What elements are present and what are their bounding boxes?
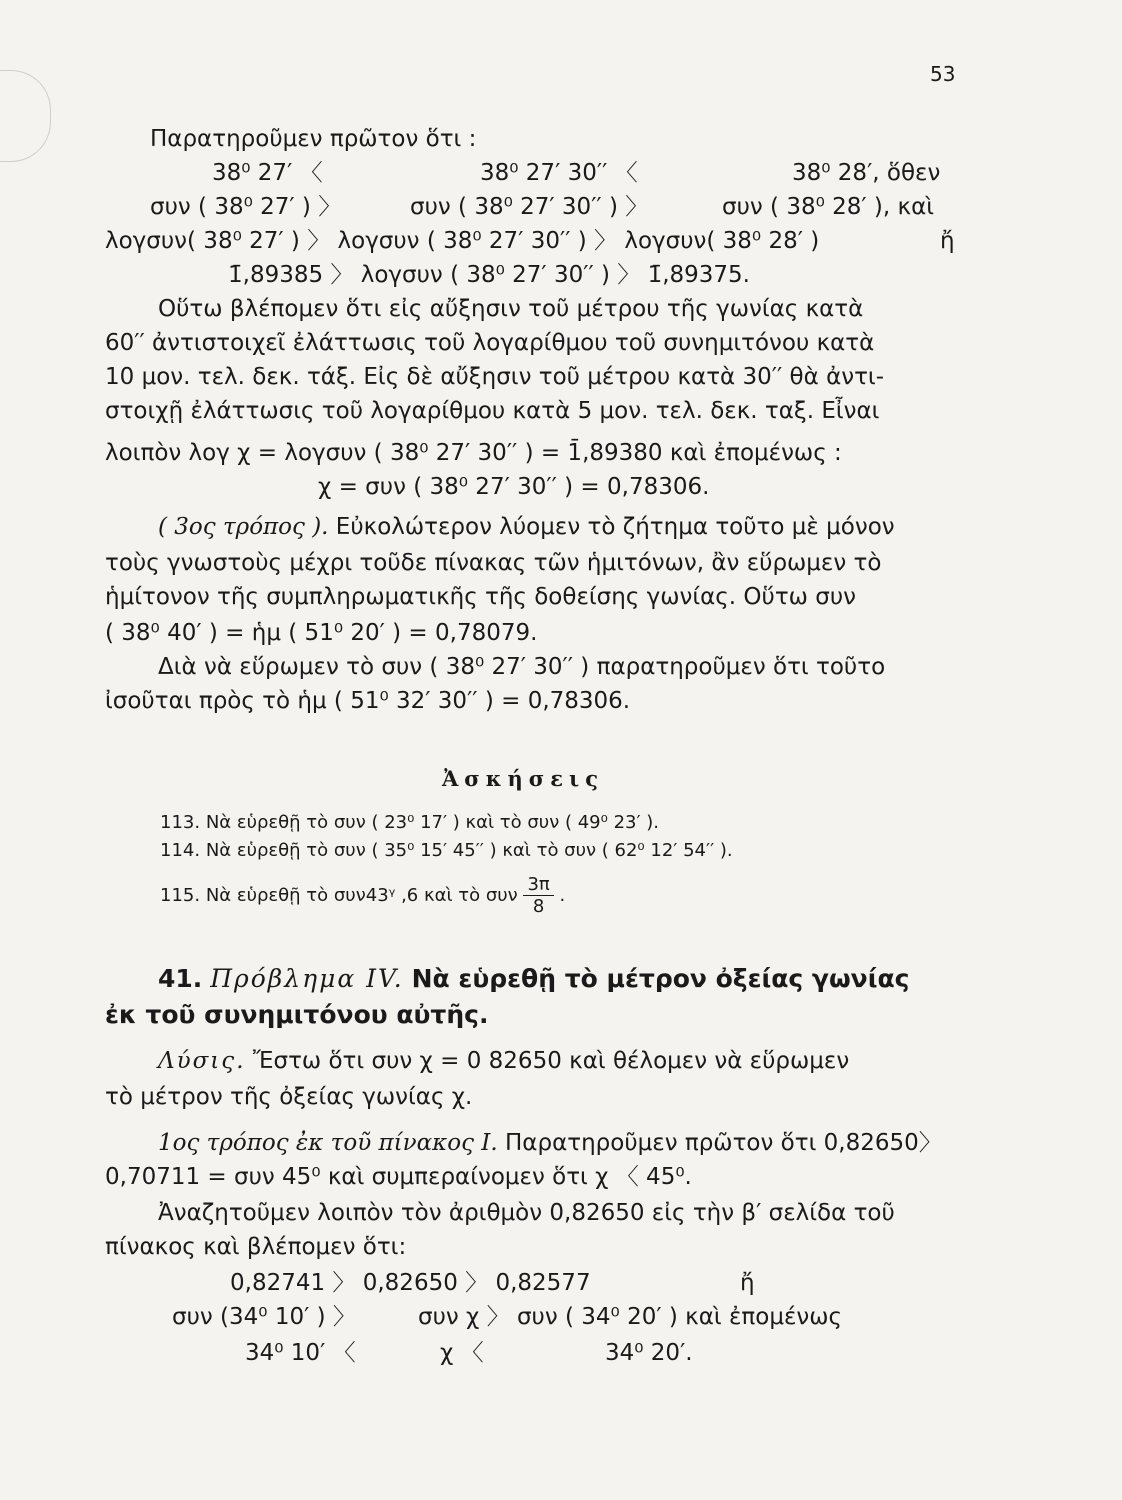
text-line (158, 1050, 849, 1073)
method-label: 1ος τρόπος ἐκ τοῦ πίνακος I. (158, 1130, 498, 1156)
exercises-heading: Ἀσκήσεις (442, 766, 604, 791)
section-title-bold-cont: ἐκ τοῦ συνημιτόνου αὐτῆς. (105, 1000, 489, 1029)
inequality-right: 38⁰ 28′, ὅθεν (792, 160, 941, 186)
inequality-middle: χ 〈 (440, 1340, 484, 1366)
text-line: Οὕτω βλέπομεν ὅτι εἰς αὔξησιν τοῦ μέτρου τῆς γωνίας κατὰ (158, 296, 864, 322)
inequality-middle: συν ( 38⁰ 27′ 30′′ ) 〉 (410, 194, 649, 220)
text-span: Παρατηροῦμεν πρῶτον ὅτι 0,82650〉 (497, 1130, 942, 1156)
inequality-middle: 38⁰ 27′ 30′′ 〈 (480, 160, 638, 186)
inequality-left: 38⁰ 27′ 〈 (212, 160, 323, 186)
exercise-item (160, 814, 659, 832)
text-line: ἤ (740, 1270, 755, 1296)
text-line: Ἀναζητοῦμεν λοιπὸν τὸν ἀριθμὸν 0,82650 εἰς τὴν β′ σελίδα τοῦ (158, 1200, 895, 1226)
exercise-text: Νὰ εὑρεθῇ τὸ συν ( 35⁰ 15′ 45′′ ) καὶ τὸ συν ( 62⁰ 12′ 54′′ ). (205, 840, 733, 861)
fraction-denominator: 8 (532, 896, 545, 917)
section-number: 41. (158, 964, 203, 993)
text-line: λογσυν( 38⁰ 27′ ) 〉 λογσυν ( 38⁰ 27′ 30′′ ) 〉 λογσυν( 38⁰ 28′ ) (105, 228, 820, 254)
text-line: τοὺς γνωστοὺς μέχρι τοῦδε πίνακας τῶν ἡμιτόνων, ἂν εὕρωμεν τὸ (105, 550, 882, 576)
inequality-left: συν (34⁰ 10′ ) 〉 (172, 1304, 356, 1330)
text-line: Διὰ νὰ εὕρωμεν τὸ συν ( 38⁰ 27′ 30′′ ) παρατηροῦμεν ὅτι τοῦτο (158, 654, 886, 680)
solution-label: Λύσις. (158, 1048, 246, 1074)
inequality-left: συν ( 38⁰ 27′ ) 〉 (150, 194, 342, 220)
text-line: ἡμίτονον τῆς συμπληρωματικῆς τῆς δοθείσης γωνίας. Οὕτω συν (105, 584, 856, 610)
page-number: 53 (930, 62, 956, 86)
section-title-italic: Πρόβλημα IV. (210, 964, 404, 993)
text-line: τὸ μέτρον τῆς ὀξείας γωνίας χ. (105, 1084, 473, 1110)
fraction-numerator: 3π (523, 876, 553, 896)
inequality-right: 34⁰ 20′. (605, 1340, 693, 1366)
text-line: ἤ (940, 228, 955, 254)
text-line: πίνακος καὶ βλέπομεν ὅτι: (105, 1234, 407, 1260)
text-span: Εὐκολώτερον λύομεν τὸ ζήτημα τοῦτο μὲ μόνον (328, 514, 895, 540)
exercise-end: . (559, 885, 566, 906)
exercise-text: Νὰ εὑρεθῇ τὸ συν ( 23⁰ 17′ ) καὶ τὸ συν ( 49⁰ 23′ ). (205, 812, 660, 833)
text-line: στοιχῇ ἐλάττωσις τοῦ λογαρίθμου κατὰ 5 μον. τελ. δεκ. ταξ. Εἶναι (105, 398, 880, 424)
text-line: χ = συν ( 38⁰ 27′ 30′′ ) = 0,78306. (318, 474, 710, 500)
margin-binding-mark (0, 70, 51, 162)
text-line: ἰσοῦται πρὸς τὸ ἡμ ( 51⁰ 32′ 30′′ ) = 0,78306. (105, 688, 631, 714)
text-line (158, 516, 895, 539)
inequality-left: 34⁰ 10′ 〈 (245, 1340, 356, 1366)
text-line (158, 1132, 942, 1155)
exercise-number: 115. (160, 885, 201, 906)
section-heading (158, 966, 909, 991)
text-line: ( 38⁰ 40′ ) = ἡμ ( 51⁰ 20′ ) = 0,78079. (105, 620, 538, 646)
text-line: 60′′ ἀντιστοιχεῖ ἐλάττωσις τοῦ λογαρίθμου τοῦ συνημιτόνου κατὰ (105, 330, 875, 356)
text-line: λοιπὸν λογ χ = λογσυν ( 38⁰ 27′ 30′′ ) = 1̄,89380 καὶ ἐπομένως : (105, 440, 842, 466)
text-line: Παρατηροῦμεν πρῶτον ὅτι : (150, 126, 477, 152)
text-line: 1̄,89385 〉 λογσυν ( 38⁰ 27′ 30′′ ) 〉 1̄,89375. (228, 262, 750, 288)
text-line: 0,70711 = συν 45⁰ καὶ συμπεραίνομεν ὅτι χ 〈 45⁰. (105, 1164, 692, 1190)
text-span: Ἔστω ὅτι συν χ = 0 82650 καὶ θέλομεν νὰ εὕρωμεν (245, 1048, 850, 1074)
text-line: 10 μον. τελ. δεκ. τάξ. Εἰς δὲ αὔξησιν τοῦ μέτρου κατὰ 30′′ θὰ ἀντι- (105, 364, 885, 390)
exercise-item (160, 876, 565, 916)
exercise-number: 113. (160, 812, 201, 833)
exercise-number: 114. (160, 840, 201, 861)
section-title-bold: Νὰ εὑρεθῇ τὸ μέτρον ὀξείας γωνίας (411, 964, 910, 993)
inequality-right: συν χ 〉 συν ( 34⁰ 20′ ) καὶ ἐπομένως (418, 1304, 842, 1330)
fraction (523, 876, 553, 916)
exercise-text: Νὰ εὑρεθῇ τὸ συν43ᵞ ,6 καὶ τὸ συν (205, 885, 518, 906)
exercise-item (160, 842, 733, 860)
inequality-line: 0,82741 〉 0,82650 〉 0,82577 (230, 1270, 591, 1296)
method-label: ( 3ος τρόπος ). (158, 514, 329, 540)
inequality-right: συν ( 38⁰ 28′ ), καὶ (722, 194, 935, 220)
